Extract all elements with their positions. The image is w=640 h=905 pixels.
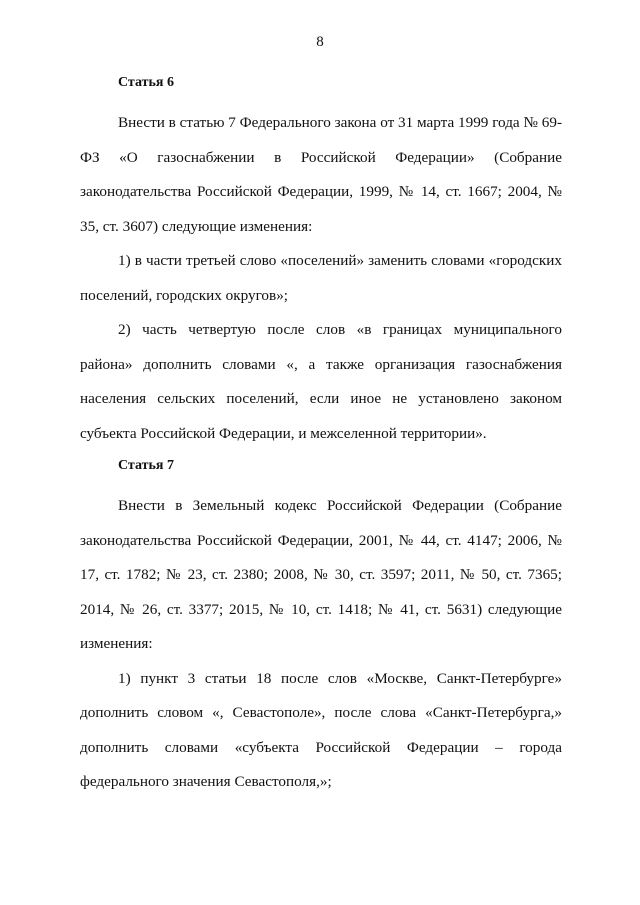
page-number: 8 [316,34,324,50]
article-6-item-1: 1) в части третьей слово «поселений» заменить словами «городских поселений, городских округов»; [80,252,562,304]
article-7-intro: Внести в Земельный кодекс Российской Федерации (Собрание законодательства Российской Федерации, 2001, № 44, ст. 4147; 2006, № 17, ст. 1782; № 23, ст. 2380; 2008, № 30, ст. 3597; 2011, № 50, ст. 7365; 2014, № 26, ст. 3377; 2015, № 10, ст. 1418; № 41, ст. 5631) следующие изменения: [80,497,562,652]
article-6 [80,68,562,451]
document-body [80,68,562,800]
article-6-item-2: 2) часть четвертую после слов «в границах муниципального района» дополнить словами «, а также организация газоснабжения населения сельских поселений, если иное не установлено законом субъекта Российской Федерации, и межселенной территории». [80,321,562,442]
article-6-heading: Статья 6 [118,75,174,90]
article-6-intro: Внести в статью 7 Федерального закона от 31 марта 1999 года № 69-ФЗ «О газоснабжении в Российской Федерации» (Собрание законодательства Российской Федерации, 1999, № 14, ст. 1667; 2004, № 35, ст. 3607) следующие изменения: [80,114,562,235]
article-7 [80,451,562,800]
article-7-heading: Статья 7 [118,458,174,473]
article-7-item-1: 1) пункт 3 статьи 18 после слов «Москве, Санкт-Петербурге» дополнить словом «, Севастополе», после слова «Санкт-Петербурга,» дополнить словами «субъекта Российской Федерации – города федерального значения Севастополя,»; [80,669,562,790]
